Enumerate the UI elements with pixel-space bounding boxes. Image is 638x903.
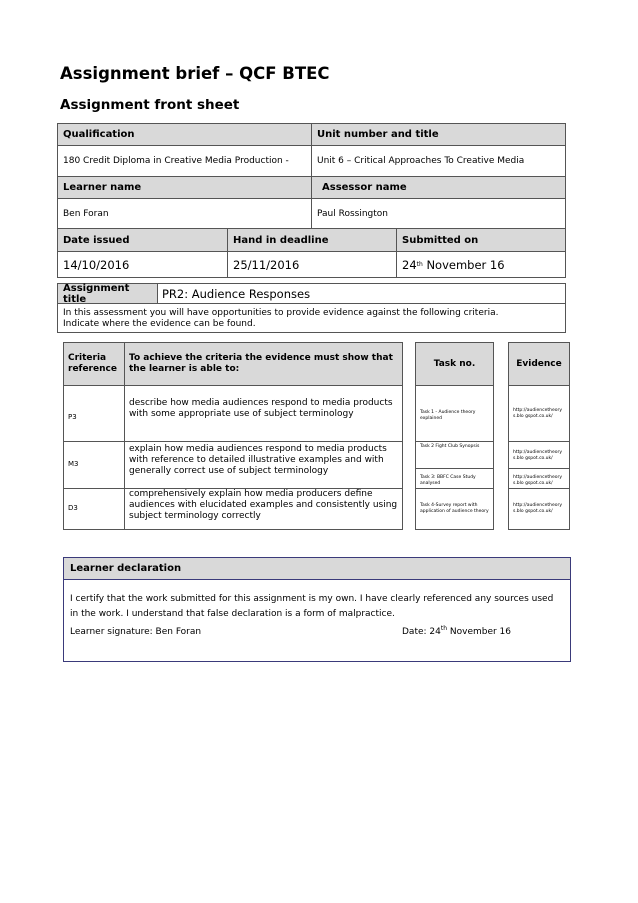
learner-name-label: Learner name [57, 176, 312, 199]
criteria-text-m3: explain how media audiences respond to media products with reference to detailed illustrative examples and with generally correct use of subject terminology [124, 441, 403, 489]
qualification-label: Qualification [57, 123, 312, 146]
qualification-value: 180 Credit Diploma in Creative Media Production - [57, 145, 312, 177]
task-cell-p3: Task 1 - Audience theory explained [415, 385, 494, 442]
date-issued-label: Date issued [57, 228, 228, 252]
unit-value: Unit 6 – Critical Approaches To Creative Media [311, 145, 566, 177]
submitted-on-value: 24 th November 16 [396, 251, 566, 278]
learner-declaration-heading: Learner declaration [63, 557, 571, 580]
unit-label: Unit number and title [311, 123, 566, 146]
evidence-cell-d3: http://audiencetheorys.blo gspot.co.uk/ [508, 488, 570, 530]
declaration-date: Date: 24th November 16 [402, 625, 512, 637]
hand-in-deadline-label: Hand in deadline [227, 228, 397, 252]
learner-signature: Learner signature: Ben Foran [70, 627, 202, 637]
learner-name-value: Ben Foran [57, 198, 312, 229]
assessor-name-value: Paul Rossington [311, 198, 566, 229]
criteria-ref-d3: D3 [63, 488, 125, 530]
task-cell-m3-b: Task 3: BBFC Case Study analysed [415, 468, 494, 489]
criteria-ref-p3: P3 [63, 385, 125, 442]
criteria-text-d3: comprehensively explain how media producers define audiences with elucidated examples and consistently using subject terminology correctly [124, 488, 403, 530]
achieve-criteria-header: To achieve the criteria the evidence must show that the learner is able to: [124, 342, 403, 386]
criteria-reference-header: Criteria reference [63, 342, 125, 386]
submitted-on-label: Submitted on [396, 228, 566, 252]
task-cell-d3: Task 4-Survey report with application of audience theory [415, 488, 494, 530]
criteria-text-p3: describe how media audiences respond to media products with some appropriate use of subject terminology [124, 385, 403, 442]
page-subtitle: Assignment front sheet [60, 97, 240, 113]
evidence-cell-p3: http://audiencetheorys.blo gspot.co.uk/ [508, 385, 570, 442]
evidence-header: Evidence [508, 342, 570, 386]
assessor-name-label: Assessor name [311, 176, 566, 199]
learner-declaration-body [63, 579, 571, 662]
evidence-cell-m3-a: http://audiencetheorys.blo gspot.co.uk/ [508, 441, 570, 469]
criteria-ref-m3: M3 [63, 441, 125, 489]
page-title: Assignment brief – QCF BTEC [60, 64, 330, 83]
assignment-intro: In this assessment you will have opportunities to provide evidence against the following criteria. Indicate where the evidence can be found. [57, 303, 566, 333]
evidence-cell-m3-b: http://audiencetheorys.blo gspot.co.uk/ [508, 468, 570, 489]
assignment-title-value: PR2: Audience Responses [157, 283, 566, 304]
hand-in-deadline-value: 25/11/2016 [227, 251, 397, 278]
declaration-statement: I certify that the work submitted for this assignment is my own. I have clearly referenced any sources used in the work. I understand that false declaration is a form of malpractice. [70, 594, 554, 619]
task-cell-m3-a: Task 2 Fight Club Synopsis [415, 441, 494, 469]
assignment-title-label: Assignment title [57, 283, 158, 304]
date-issued-value: 14/10/2016 [57, 251, 228, 278]
task-no-header: Task no. [415, 342, 494, 386]
